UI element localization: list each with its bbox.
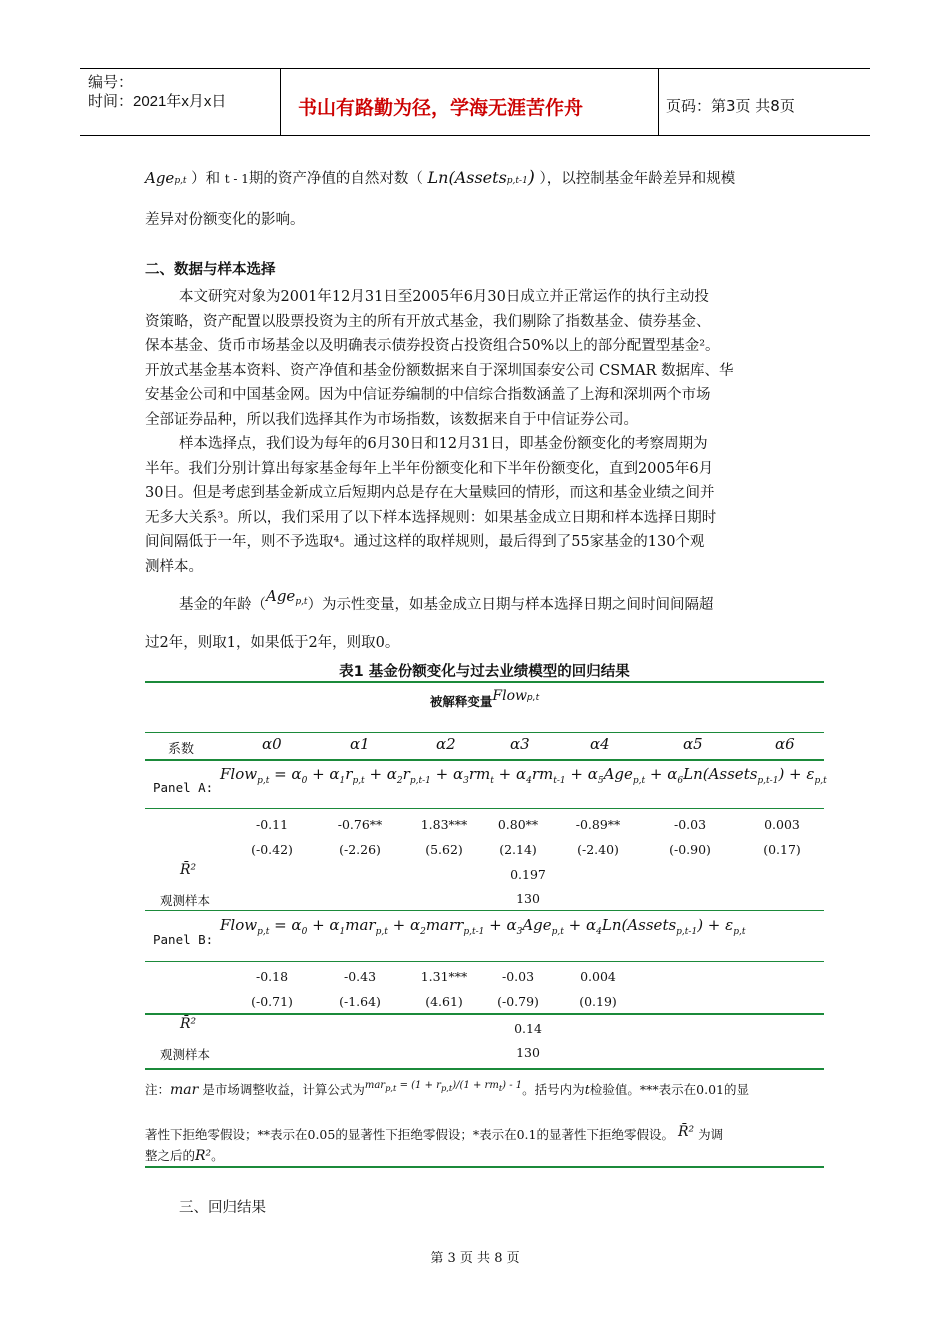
panel-a-coef: 1.83*** [420, 817, 468, 832]
panel-a-tstat: (5.62) [425, 842, 463, 857]
panel-a-tstat: (-0.90) [669, 842, 711, 857]
r2-bar-symbol: R̄² [677, 1124, 695, 1140]
header-motto: 书山有路勤为径，学海无涯苦作舟 [298, 97, 584, 119]
alpha-6: α6 [775, 735, 795, 753]
text: 基金的年龄（ [179, 597, 266, 613]
paragraph-3-line1 [179, 587, 714, 620]
p1-line: 安基金公司和中国基金网。因为中信证券编制的中信综合指数涵盖了上海和深圳两个市场 [145, 387, 711, 403]
text: ），以控制基金年龄差异和规模 [539, 171, 736, 187]
text: 为调 [698, 1127, 724, 1142]
age-subscript: p,t [295, 597, 308, 607]
panel-b-coef: -0.43 [343, 969, 377, 984]
table-note-line2 [145, 1125, 723, 1143]
p2-line: 半年。我们分别计算出每家基金每年上半年份额变化和下半年份额变化，直到2005年6月 [145, 460, 714, 477]
p2-line: 测样本。 [145, 558, 203, 575]
alpha-5: α5 [683, 735, 703, 753]
panel-b-n-label: 观测样本 [160, 1047, 211, 1062]
panel-a-coef: -0.03 [673, 817, 707, 832]
table-rule [145, 961, 824, 962]
p2-line: 无多大关系³。所以，我们采用了以下样本选择规则：如果基金成立日期和样本选择日期时 [145, 509, 717, 526]
panel-b-n: 130 [516, 1045, 540, 1060]
text: 。 [211, 1148, 224, 1163]
paragraph-3-line2: 过2年，则取1，如果低于2年，则取0。 [145, 635, 400, 651]
section-3-title: 三、回归结果 [179, 1200, 266, 1216]
table-top-rule [145, 681, 824, 683]
alpha-1: α1 [350, 735, 370, 753]
paragraph-top-line1 [145, 166, 735, 194]
table-note-line1 [145, 1080, 749, 1099]
alpha-2: α2 [436, 735, 456, 753]
paragraph-top-line2: 差异对份额变化的影响。 [145, 212, 305, 228]
text: 期的资产净值的自然对数（ [248, 171, 423, 187]
header-divider [280, 69, 281, 135]
panel-b-coef: 1.31*** [420, 969, 468, 984]
p2-line: 样本选择点，我们设为每年的6月30日和12月31日，即基金份额变化的考察周期为 [179, 436, 708, 452]
panel-b-tstat: (0.19) [579, 994, 617, 1009]
p1-line: 全部证券品种，所以我们选择其作为市场指数，该数据来自于中信证券公司。 [145, 411, 638, 428]
table-rule [145, 1068, 824, 1070]
age-subscript: p,t [174, 176, 187, 186]
p1-line: 资策略，资产配置以股票投资为主的所有开放式基金，我们剔除了指数基金、债券基金、 [145, 313, 711, 330]
page-footer: 第 3 页 共 8 页 [430, 1251, 520, 1266]
text: 检验值。***表示在0.01的显 [589, 1082, 750, 1097]
panel-a-tstat: (2.14) [499, 842, 537, 857]
panel-b-tstat: (-1.64) [339, 994, 381, 1009]
paragraph-1 [145, 285, 825, 432]
text: ）和 [191, 171, 221, 187]
r2-symbol: R² [195, 1148, 212, 1164]
table-rule [145, 808, 824, 809]
panel-a-coef: -0.76** [337, 817, 383, 832]
alpha-3: α3 [510, 735, 530, 753]
flow-symbol: Flow [492, 688, 527, 704]
paragraph-2 [145, 432, 825, 579]
p2-line: 间间隔低于一年，则不予选取⁴。通过这样的取样规则，最后得到了55家基金的130个观 [145, 534, 705, 550]
panel-a-tstat: (-2.26) [339, 842, 381, 857]
panel-a-tstat: (-2.40) [577, 842, 619, 857]
panel-a-label: Panel A: [153, 780, 214, 795]
text: 著性下拒绝零假设；**表示在0.05的显著性下拒绝零假设；*表示在0.1的显著性下拒绝零假设。 [145, 1127, 674, 1142]
panel-a-r2-label: R̄² [180, 862, 197, 878]
text: 整之后的 [145, 1148, 196, 1163]
panel-b-coef: -0.18 [255, 969, 289, 984]
p1-line: 本文研究对象为2001年12月31日至2005年6月30日成立并正常运作的执行主动投 [179, 289, 709, 305]
panel-a-n-label: 观测样本 [160, 893, 211, 908]
ln-assets-symbol: Ln(Assets [427, 168, 507, 187]
panel-b-coef: 0.004 [580, 969, 616, 984]
panel-a-coef: 0.003 [764, 817, 800, 832]
header-time: 时间：2021年x月x日 [88, 93, 227, 110]
mar-formula: marp,t = (1 + rp,t)/(1 + rmt) - 1 [364, 1080, 523, 1093]
header-page: 页码：第3页 共8页 [666, 97, 795, 115]
header-divider [658, 69, 659, 135]
panel-b-tstat: (-0.79) [497, 994, 539, 1009]
panel-b-label: Panel B: [153, 932, 214, 947]
mar-symbol: mar [170, 1082, 199, 1098]
table-rule [145, 1013, 824, 1015]
coef-label: 系数 [168, 742, 195, 757]
t-symbol: t [584, 1083, 590, 1098]
p1-line: 开放式基金基本资料、资产净值和基金份额数据来自于深圳国泰安公司 CSMAR 数据库、华 [145, 362, 734, 379]
panel-a-coef: 0.80** [497, 817, 539, 832]
panel-b-coef: -0.03 [501, 969, 535, 984]
alpha-4: α4 [590, 735, 610, 753]
dep-var-label: 被解释变量 [429, 694, 493, 709]
ln-close: ) [527, 167, 535, 188]
text: 是市场调整收益，计算公式为 [202, 1082, 365, 1097]
panel-b-r2: 0.14 [514, 1021, 542, 1036]
table-rule [145, 759, 824, 761]
panel-b-tstat: (-0.71) [251, 994, 293, 1009]
age-symbol: Age [145, 169, 175, 187]
text: ）为示性变量，如基金成立日期与样本选择日期之间时间间隔超 [307, 597, 714, 613]
page-header [80, 68, 870, 136]
age-symbol: Age [266, 587, 296, 605]
panel-b-equation: Flow$_{p,t}$ = $\alpha_0 + \alpha_1mar_{p,t}$ + $\alpha_2marr_{p,t-1} + \alpha_3Age_{p,t}$ + $\alpha_4Ln(Assets_{p,t-1}) + \varepsilon_{p,t}$ [220, 916, 746, 937]
panel-a-coef: -0.11 [255, 817, 289, 832]
flow-subscript: p,t [527, 693, 540, 703]
panel-b-tstat: (4.61) [425, 994, 463, 1009]
p2-line: 30日。但是考虑到基金新成立后短期内总是存在大量赎回的情形，而这和基金业绩之间并 [145, 485, 715, 501]
note-prefix: 注： [145, 1082, 171, 1097]
table-rule [145, 910, 824, 911]
table-note-line3 [145, 1146, 224, 1164]
panel-a-coef: -0.89** [575, 817, 621, 832]
panel-a-equation: Flow$_{p,t}$ = $\alpha_0 + \alpha_1r_{p,t} + \alpha_2r_{p,t-1} + \alpha_3rm_t + \alpha_4rm_{t-1} + \alpha_5Age_{p,t}$ + $\alpha_6Ln(Assets_{p,t-1}) + \varepsilon_{p,t}$ [220, 765, 827, 786]
table-caption: 表1 基金份额变化与过去业绩模型的回归结果 [339, 664, 630, 680]
table-rule [145, 732, 824, 733]
table-bottom-rule [145, 1166, 824, 1168]
panel-a-n: 130 [516, 891, 540, 906]
dependent-variable [145, 686, 824, 709]
panel-a-tstat: (0.17) [763, 842, 801, 857]
panel-b-r2-label: R̄² [180, 1016, 197, 1032]
alpha-0: α0 [262, 735, 282, 753]
section-title: 二、数据与样本选择 [145, 262, 276, 278]
header-number: 编号： [88, 74, 134, 91]
panel-a-r2: 0.197 [510, 867, 546, 882]
p1-line: 保本基金、货币市场基金以及明确表示债券投资占投资组合50%以上的部分配置型基金²。 [145, 338, 720, 354]
panel-a-tstat: (-0.42) [251, 842, 293, 857]
ln-assets-subscript: p,t-1 [506, 176, 528, 186]
t-minus-1: t - 1 [224, 172, 249, 186]
text: 。括号内为 [522, 1082, 585, 1097]
